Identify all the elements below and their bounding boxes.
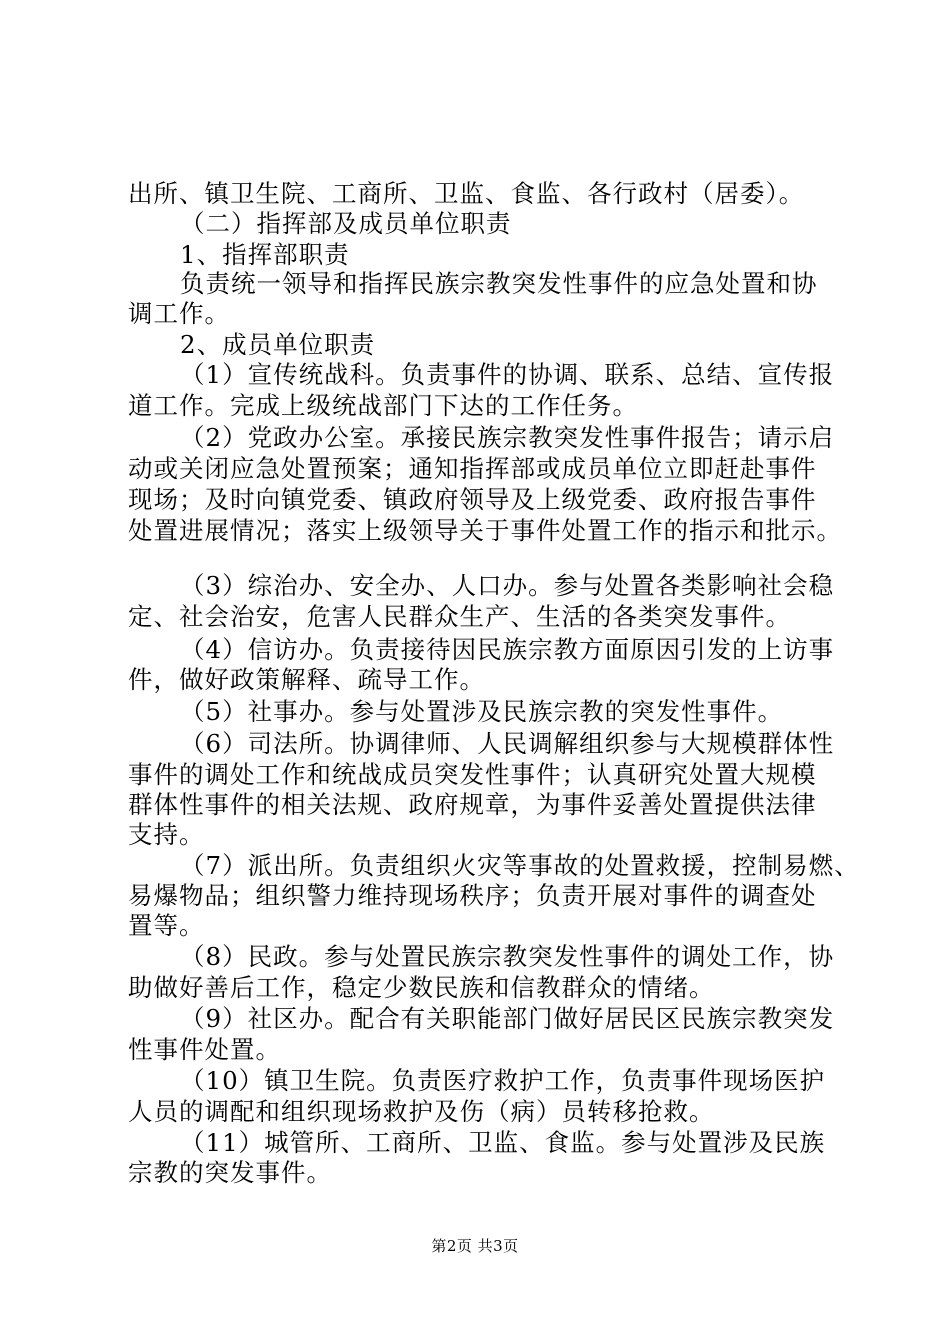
page-footer: 第2页 共3页 [431,1237,519,1255]
paragraph-line: （10）镇卫生院。负责医疗救护工作，负责事件现场医护 [180,1066,826,1095]
section-heading: （二）指挥部及成员单位职责 [180,209,512,238]
paragraph-line: （7）派出所。负责组织火灾等事故的处置救援，控制易燃、 [180,851,860,880]
paragraph-line: 现场；及时向镇党委、镇政府领导及上级党委、政府报告事件 [128,485,817,514]
paragraph-line: （9）社区办。配合有关职能部门做好居民区民族宗教突发 [180,1004,835,1033]
paragraph-line: 出所、镇卫生院、工商所、卫监、食监、各行政村（居委）。 [128,179,805,208]
paragraph-line: 定、社会治安，危害人民群众生产、生活的各类突发事件。 [128,602,791,631]
paragraph-line: 宗教的突发事件。 [128,1158,332,1187]
paragraph-line: 负责统一领导和指挥民族宗教突发性事件的应急处置和协 [180,269,818,298]
paragraph-line: （11）城管所、工商所、卫监、食监。参与处置涉及民族 [180,1128,826,1157]
paragraph-line: 道工作。完成上级统战部门下达的工作任务。 [128,391,638,420]
paragraph-line: （3）综治办、安全办、人口办。参与处置各类影响社会稳 [180,571,835,600]
paragraph-line: 易爆物品；组织警力维持现场秩序；负责开展对事件的调查处 [128,881,817,910]
paragraph-line: 性事件处置。 [128,1035,281,1064]
paragraph-line: 处置进展情况；落实上级领导关于事件处置工作的指示和批示。 [128,516,842,545]
subsection-heading: 2、成员单位职责 [180,330,376,359]
paragraph-line: （1）宣传统战科。负责事件的协调、联系、总结、宣传报 [180,360,835,389]
paragraph-line: 支持。 [128,820,205,849]
paragraph-line: 动或关闭应急处置预案；通知指挥部或成员单位立即赶赴事件 [128,454,817,483]
paragraph-line: 置等。 [128,911,205,940]
subsection-heading: 1、指挥部职责 [180,240,350,269]
paragraph-line: （8）民政。参与处置民族宗教突发性事件的调处工作，协 [180,942,835,971]
paragraph-line: 群体性事件的相关法规、政府规章，为事件妥善处置提供法律 [128,790,817,819]
paragraph-line: 助做好善后工作，稳定少数民族和信教群众的情绪。 [128,973,715,1002]
paragraph-line: 调工作。 [128,299,230,328]
paragraph-line: 人员的调配和组织现场救护及伤（病）员转移抢救。 [128,1097,715,1126]
paragraph-line: （5）社事办。参与处置涉及民族宗教的突发性事件。 [180,697,784,726]
paragraph-line: （4）信访办。负责接待因民族宗教方面原因引发的上访事 [180,635,835,664]
paragraph-line: （6）司法所。协调律师、人民调解组织参与大规模群体性 [180,729,835,758]
paragraph-line: （2）党政办公室。承接民族宗教突发性事件报告；请示启 [180,423,835,452]
paragraph-line: 件，做好政策解释、疏导工作。 [128,665,485,694]
paragraph-line: 事件的调处工作和统战成员突发性事件；认真研究处置大规模 [128,760,817,789]
